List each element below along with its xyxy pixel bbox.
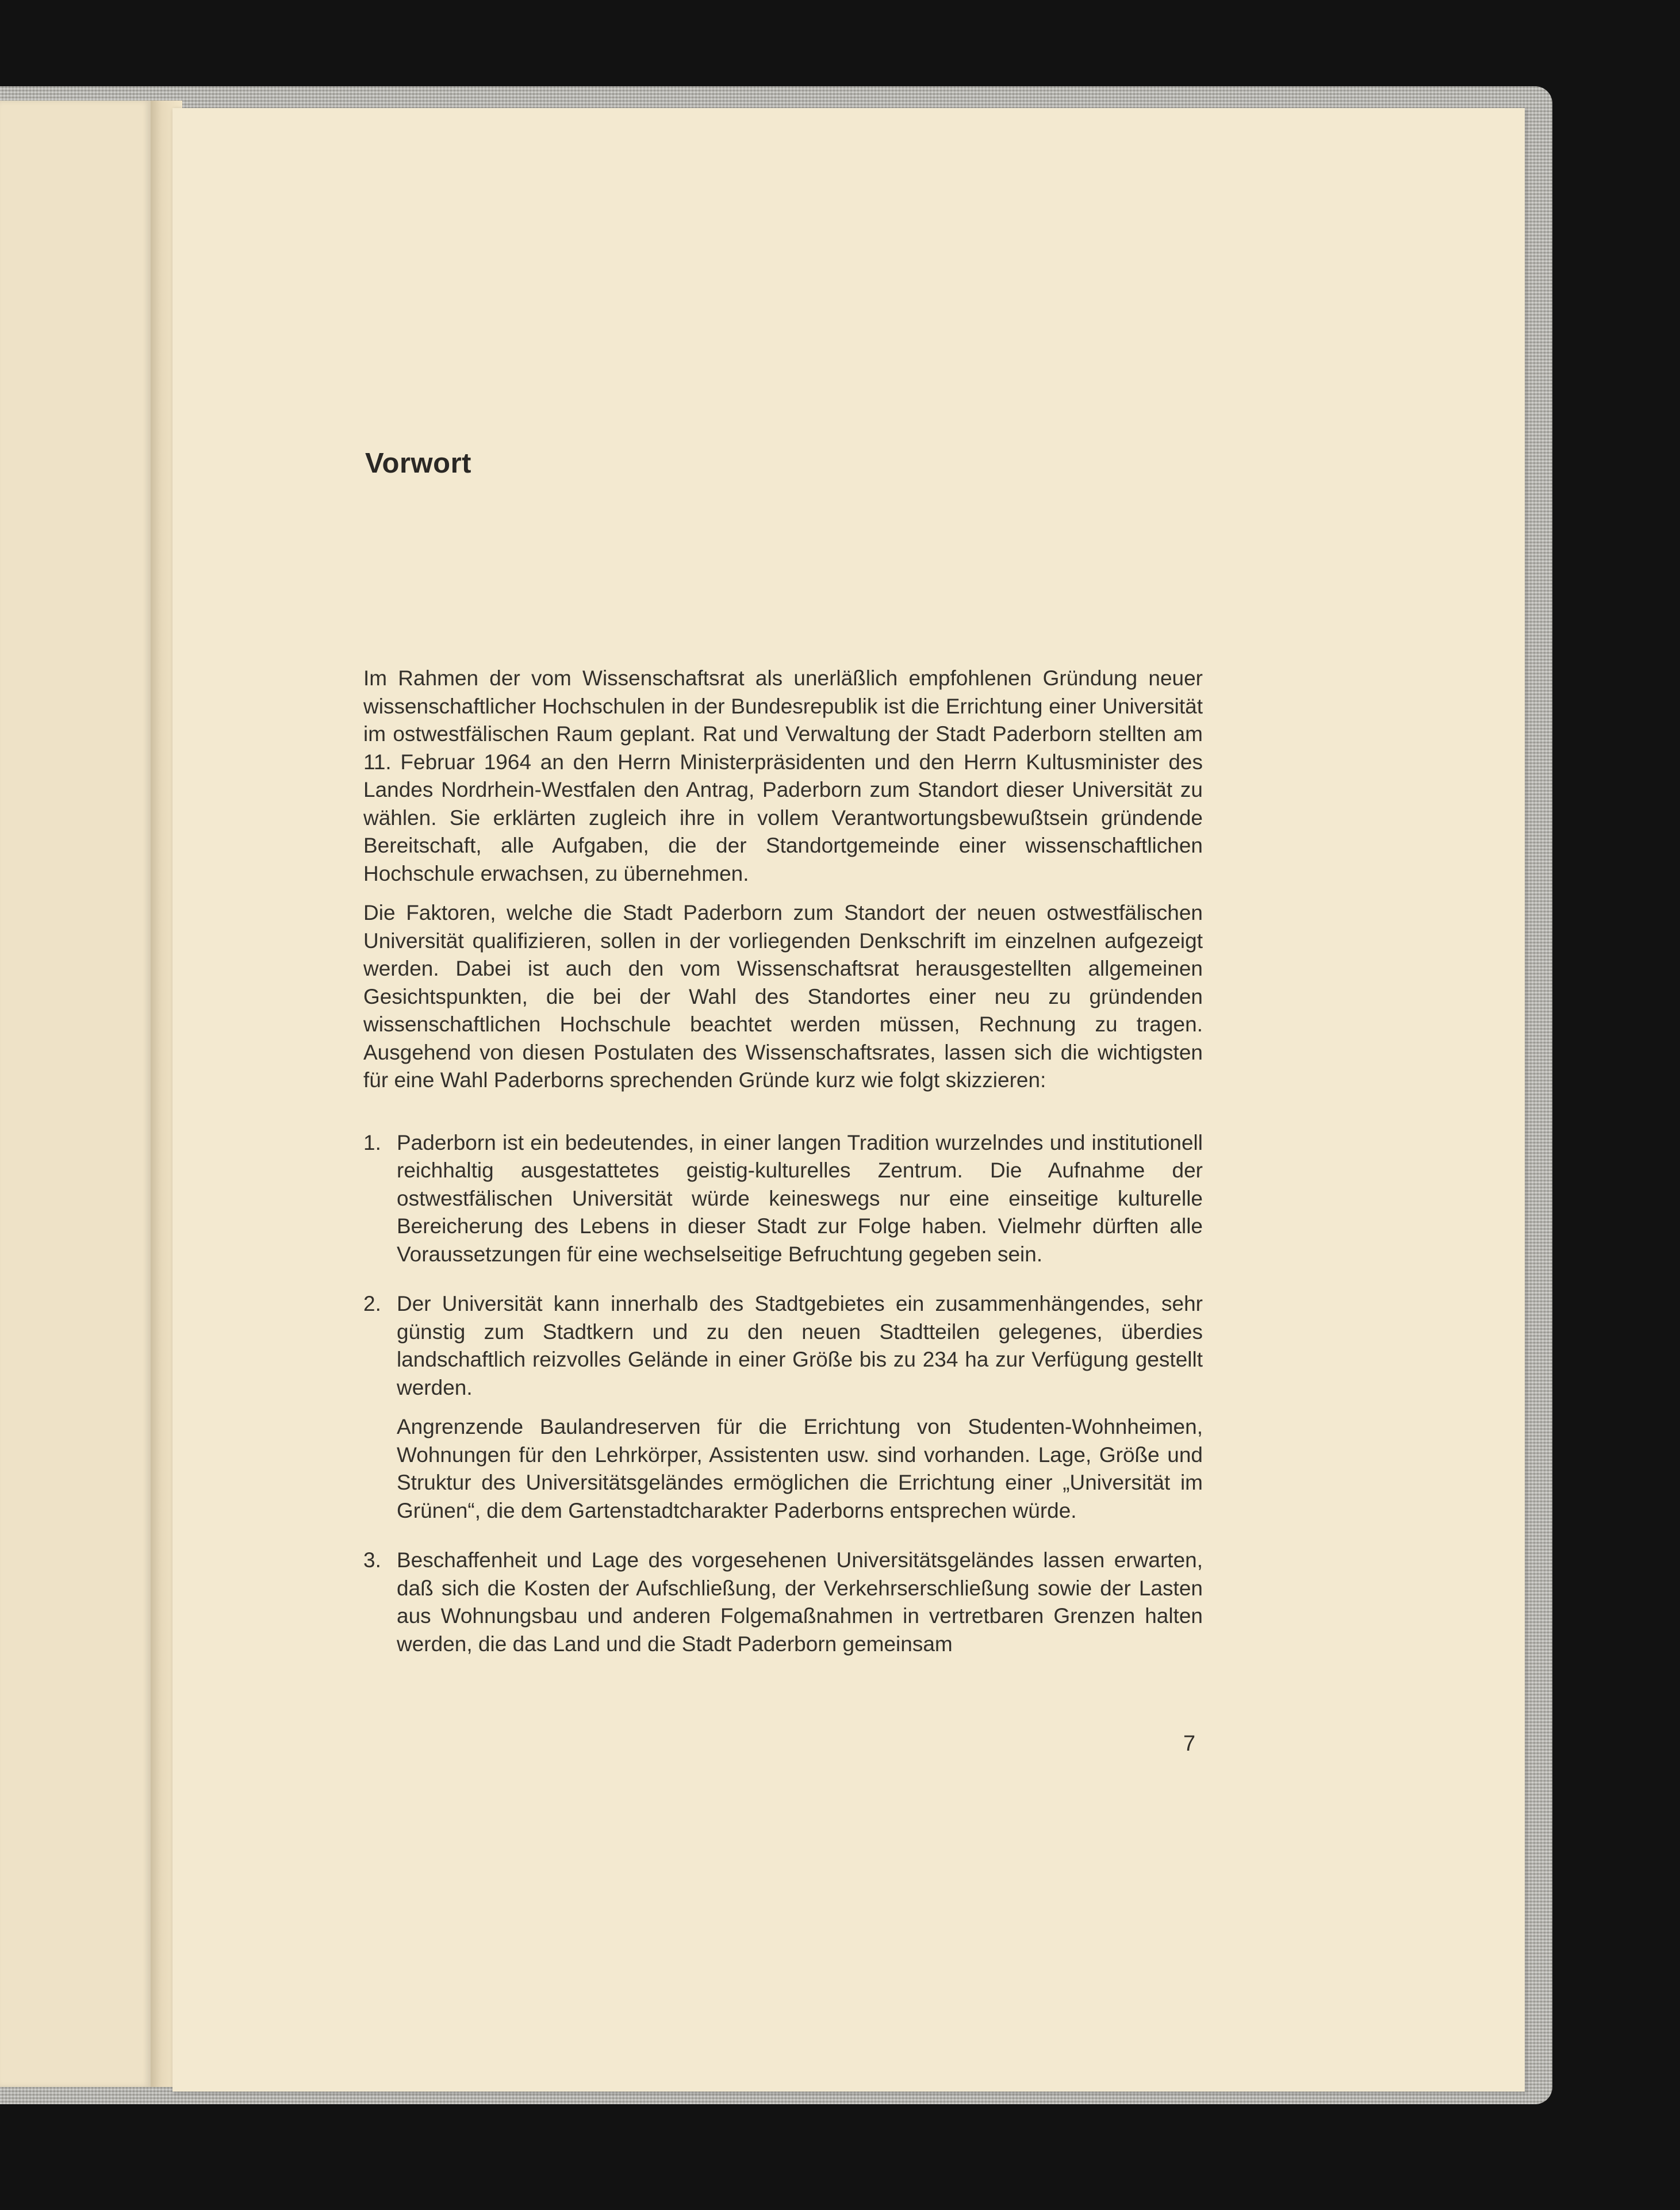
page-number: 7 [1183,1732,1196,1756]
list-item-text: Beschaffenheit und Lage des vorgesehenen Universitätsgeländes lassen erwarten, daß sich die Kosten der Aufschließung, der Verkehrserschließung sowie der Lasten aus Wohnungsbau und anderen Folgemaßnahmen in vertretbaren Grenzen halten werden, die das Land und die Stadt Paderborn gemeinsam [397,1548,1203,1656]
page-title: Vorwort [365,448,471,479]
list-item [363,1129,1203,1269]
intro-paragraph-1: Im Rahmen der vom Wissenschaftsrat als unerläßlich empfohlenen Gründung neuer wissenschaftlicher Hochschulen in der Bundesrepublik ist die Errichtung einer Universität im ostwestfälischen Raum geplant. Rat und Verwaltung der Stadt Paderborn stellten am 11. Februar 1964 an den Herrn Ministerpräsidenten und den Herrn Kultusminister des Landes Nordrhein-Westfalen den Antrag, Paderborn zum Standort dieser Universität zu wählen. Sie erklärten zugleich ihre in vollem Verantwortungsbewußtsein gründende Bereitschaft, alle Aufgaben, die der Standortgemeinde einer wissenschaftlichen Hochschule erwachsen, zu übernehmen. [363,666,1203,885]
list-item [363,1290,1203,1525]
list-item-text: Der Universität kann innerhalb des Stadtgebietes ein zusammenhängendes, sehr günstig zum Stadtkern und zu den neuen Stadtteilen gelegenes, überdies landschaftlich reizvolles Gelände in einer Größe bis zu 234 ha zur Verfügung gestellt werden. [397,1292,1203,1399]
list-item-text: Paderborn ist ein bedeutendes, in einer langen Tradition wurzelndes und institutionell reichhaltig ausgestattetes geistig-kulturelles Zentrum. Die Aufnahme der ostwestfälischen Universität würde keineswegs nur eine einseitige kulturelle Bereicherung des Lebens in dieser Stadt zur Folge haben. Vielmehr dürften alle Voraussetzungen für eine wechselseitige Befruchtung gegeben sein. [397,1130,1203,1266]
list-item-number: 3. [363,1548,381,1572]
list-item-text: Angrenzende Baulandreserven für die Errichtung von Studenten-Wohnheimen, Wohnungen für den Lehrkörper, Assistenten usw. sind vorhanden. Lage, Größe und Struktur des Universitätsgeländes ermöglichen die Errichtung einer „Universität im Grünen“, die dem Gartenstadtcharakter Paderborns entsprechen würde. [397,1415,1203,1522]
list-item [363,1547,1203,1658]
document-body [363,665,1203,1680]
left-page [0,101,151,2087]
intro-paragraph-2: Die Faktoren, welche die Stadt Paderborn zum Standort der neuen ostwestfälischen Universität qualifizieren, sollen in der vorliegenden Denkschrift im einzelnen aufgezeigt werden. Dabei ist auch den vom Wissenschaftsrat herausgestellten allgemeinen Gesichtspunkten, die bei der Wahl des Standortes einer neu zu gründenden wissenschaftlichen Hochschule beachtet werden müssen, Rechnung zu tragen. Ausgehend von diesen Postulaten des Wissenschaftsrates, lassen sich die wichtigsten für eine Wahl Paderborns sprechenden Gründe kurz wie folgt skizzieren: [363,901,1203,1092]
list-item-number: 1. [363,1130,381,1154]
list-item-number: 2. [363,1292,381,1315]
